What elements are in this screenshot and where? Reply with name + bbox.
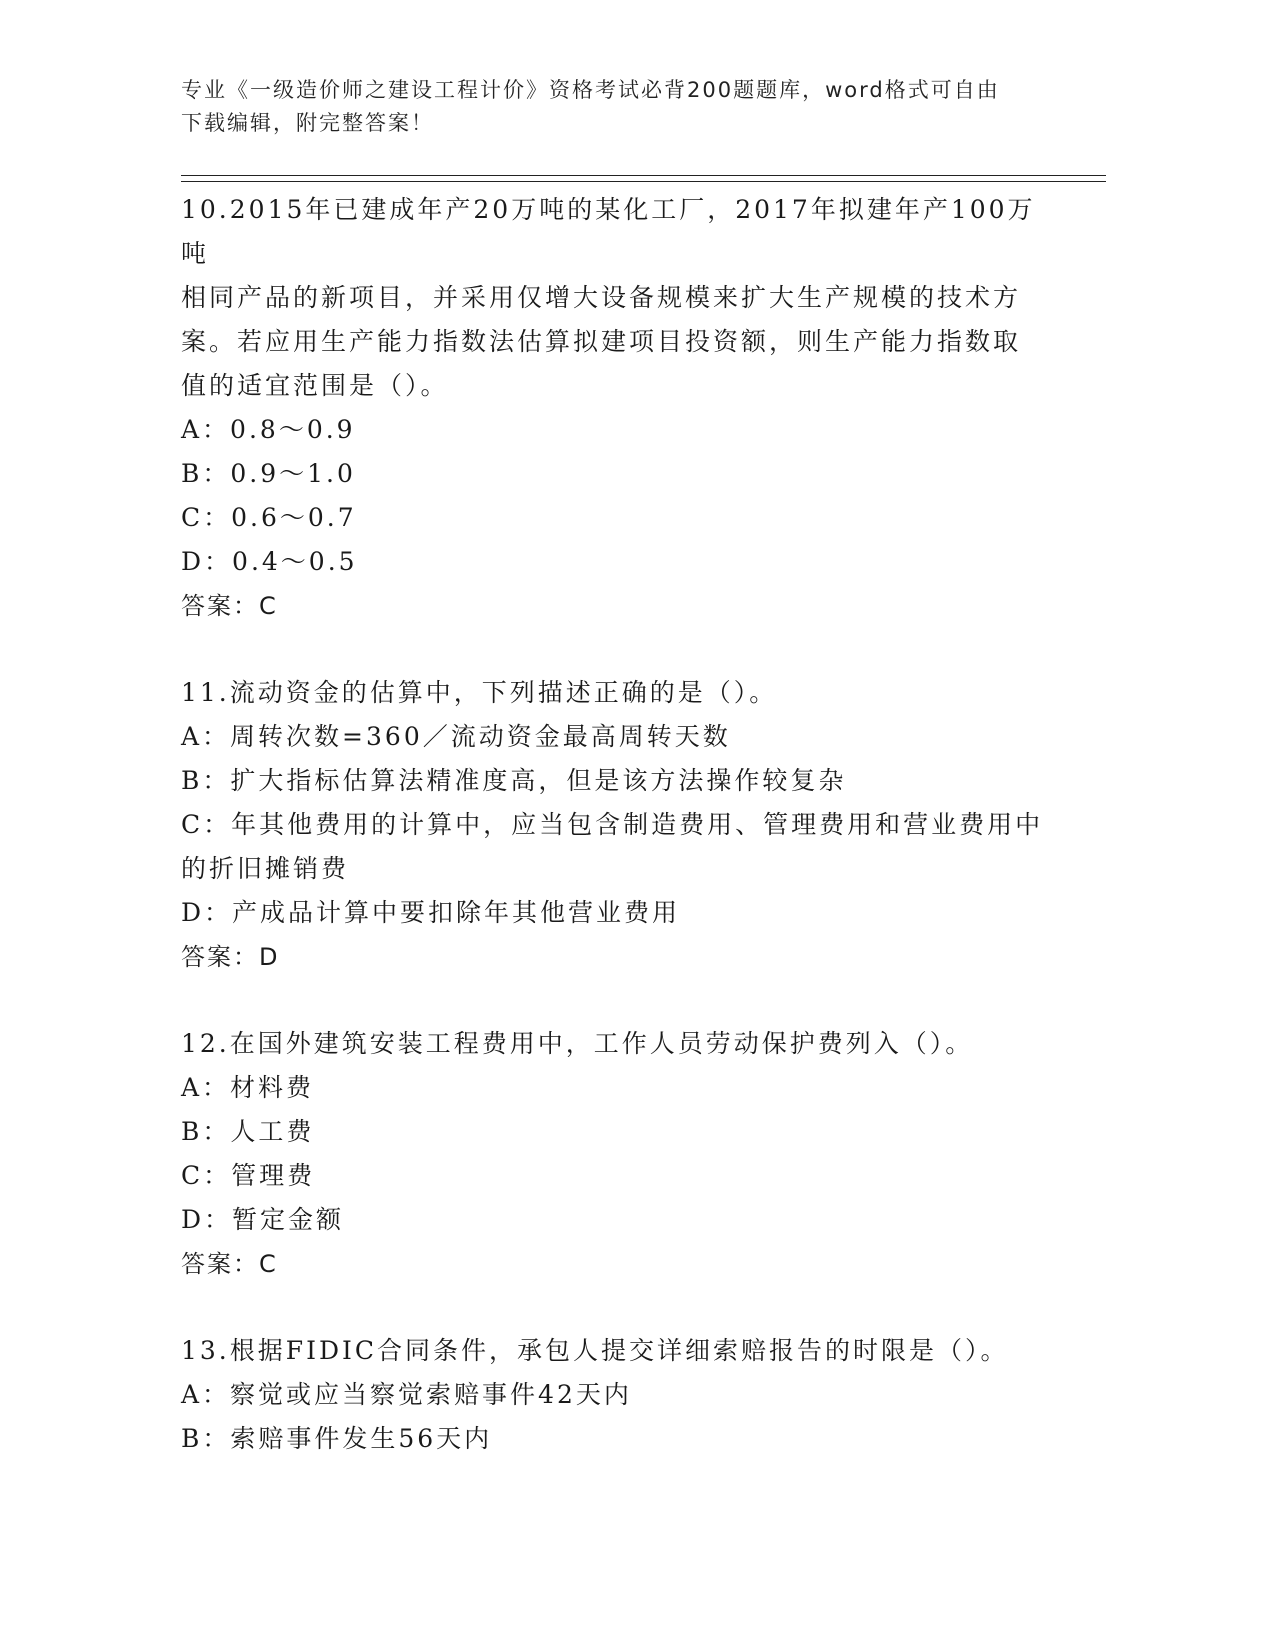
header-line-2: 下载编辑，附完整答案！ (181, 111, 434, 135)
option-c: C：0.6～0.7 (181, 503, 357, 532)
header-divider-top (181, 175, 1106, 176)
question-stem-line: 10.2015年已建成年产20万吨的某化工厂，2017年拟建年产100万吨 (181, 195, 1036, 268)
question-12 (181, 1022, 1061, 1286)
document-header (181, 74, 1041, 140)
question-13 (181, 1329, 1061, 1461)
answer-line: 答案：C (181, 592, 278, 620)
question-stem-line: 案。若应用生产能力指数法估算拟建项目投资额，则生产能力指数取 (181, 327, 1022, 356)
header-line-1: 专业《一级造价师之建设工程计价》资格考试必背200题题库，word格式可自由 (181, 78, 1000, 102)
option-a: A：周转次数=360／流动资金最高周转天数 (181, 722, 731, 751)
option-a: A：材料费 (181, 1073, 315, 1102)
option-c: C：管理费 (181, 1161, 316, 1190)
option-b: B：人工费 (181, 1117, 315, 1146)
question-10 (181, 188, 1061, 628)
answer-line: 答案：C (181, 1250, 278, 1278)
option-b: B：索赔事件发生56天内 (181, 1424, 493, 1453)
question-spacer (181, 628, 1061, 671)
option-b: B：0.9～1.0 (181, 459, 356, 488)
option-c: C：年其他费用的计算中，应当包含制造费用、管理费用和营业费用中 (181, 810, 1044, 839)
header-divider-bottom (181, 181, 1106, 182)
option-d: D：暂定金额 (181, 1205, 345, 1234)
question-spacer (181, 979, 1061, 1022)
option-b: B：扩大指标估算法精准度高，但是该方法操作较复杂 (181, 766, 847, 795)
question-list (181, 188, 1061, 1461)
option-d: D：产成品计算中要扣除年其他营业费用 (181, 898, 681, 927)
question-stem-line: 12.在国外建筑安装工程费用中，工作人员劳动保护费列入（）。 (181, 1029, 974, 1058)
question-stem-line: 相同产品的新项目，并采用仅增大设备规模来扩大生产规模的技术方 (181, 283, 1022, 312)
question-stem-line: 值的适宜范围是（）。 (181, 371, 449, 400)
option-d: D：0.4～0.5 (181, 547, 358, 576)
question-stem-line: 11.流动资金的估算中，下列描述正确的是（）。 (181, 678, 778, 707)
question-spacer (181, 1286, 1061, 1329)
question-stem-line: 13.根据FIDIC合同条件，承包人提交详细索赔报告的时限是（）。 (181, 1336, 1009, 1365)
option-c-continuation: 的折旧摊销费 (181, 854, 350, 883)
option-a: A：0.8～0.9 (181, 415, 356, 444)
option-a: A：察觉或应当察觉索赔事件42天内 (181, 1380, 632, 1409)
question-11 (181, 671, 1061, 979)
answer-line: 答案：D (181, 943, 280, 971)
